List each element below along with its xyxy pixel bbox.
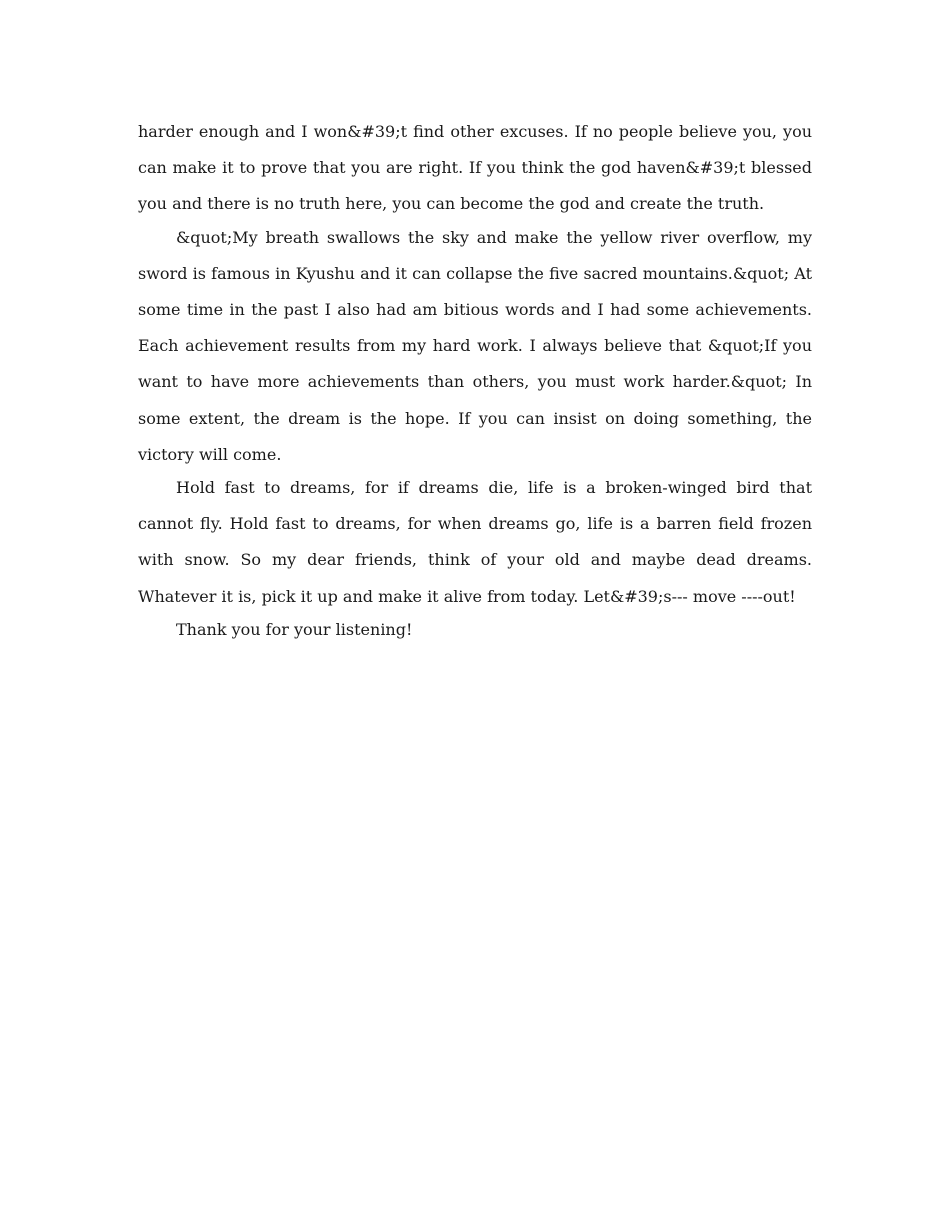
- paragraph-1: harder enough and I won&#39;t find other excuses. If no people believe you, you can make it to prove that you are right. If you think the god haven&#39;t blessed you and there is no truth here, you can become the god and create the truth.: [138, 122, 812, 214]
- paragraph-4: Thank you for your listening!: [176, 619, 413, 639]
- paragraph-2: &quot;My breath swallows the sky and make the yellow river overflow, my sword is famous in Kyushu and it can collapse the five sacred mountains.&quot; At some time in the past I also had am bitious words and I had some achievements. Each achievement results from my hard work. I always believe that &quot;If you want to have more achievements than others, you must work harder.&quot; In some extent, the dream is the hope. If you can insist on doing something, the victory will come.: [138, 227, 812, 464]
- document-body: [138, 114, 812, 648]
- paragraph-3: Hold fast to dreams, for if dreams die, life is a broken-winged bird that cannot fly. Hold fast to dreams, for when dreams go, life is a barren field frozen with snow. So my dear friends, think of your old and maybe dead dreams. Whatever it is, pick it up and make it alive from today. Let&#39;s--- move ----out!: [138, 478, 812, 606]
